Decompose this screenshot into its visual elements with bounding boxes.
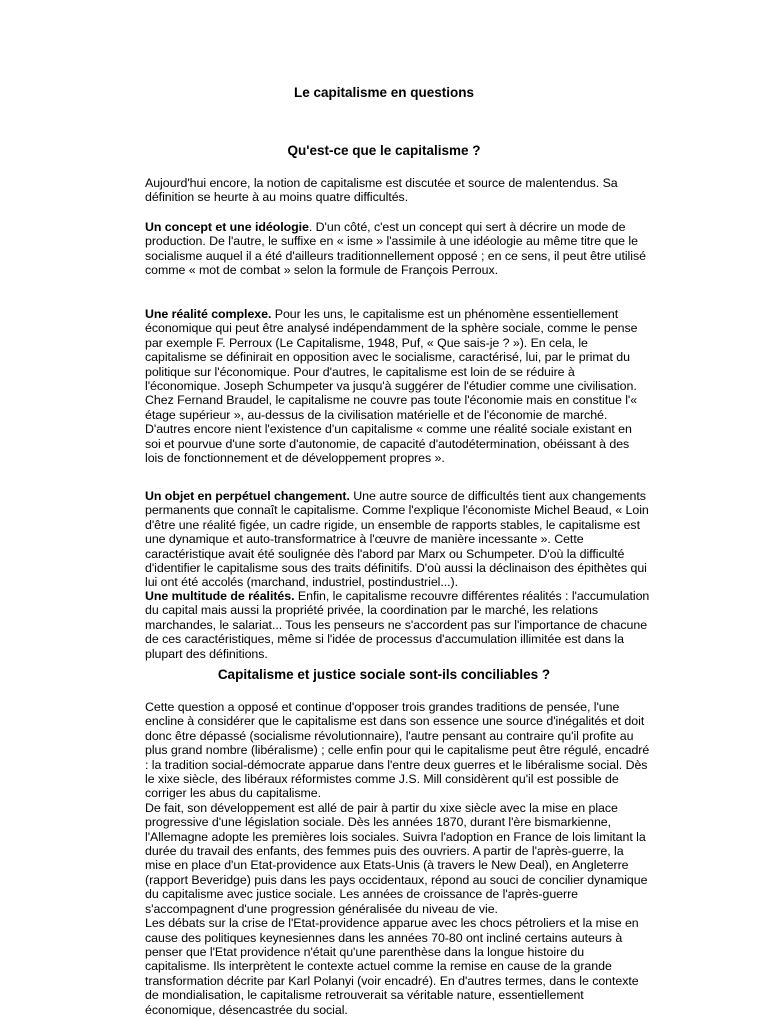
document-title: Le capitalisme en questions bbox=[293, 85, 475, 100]
paragraph-body: Pour les uns, le capitalisme est un phénomène essentiellement économique qui peut être analysé indépendamment de la sphère sociale, comme le pense par exemple F. Perroux (Le Capitalisme, 1948, Puf, « Que sais-je ? »). En cela, le capitalisme se définirait en opposition avec le socialisme, caractérisé, lui, par le primat du politique sur l'économique. Pour d'autres, le capitalisme est loin de se réduire à l'économique. Joseph Schumpeter va jusqu'à suggérer de l'étudier comme une civilisation. Chez Fernand Braudel, le capitalisme ne couvre pas toute l'économie mais en constitue l'« étage supérieur », au-dessus de la civilisation matérielle et de l'économie de marché. D'autres encore nient l'existence d'un capitalisme « comme une réalité sociale existant en soi et pourvue d'une sorte d'autonomie, de capacité d'autodétermination, obéissant à des lois de fonctionnement et de développement propres ». bbox=[145, 307, 638, 466]
paragraph-body: Enfin, le capitalisme recouvre différentes réalités : l'accumulation du capital mais aussi la propriété privée, la coordination par le marché, les relations marchandes, le salariat... Tous les penseurs ne s'accordent pas sur l'importance de chacune de ces caractéristiques, même si l'idée de processus d'accumulation illimitée est dans la plupart des définitions. bbox=[145, 589, 650, 661]
paragraph-concept bbox=[145, 220, 650, 278]
paragraph-lead: Un objet en perpétuel changement. bbox=[145, 489, 350, 503]
paragraph-complex-reality bbox=[145, 307, 650, 465]
section-heading-social-justice: Capitalisme et justice sociale sont-ils conciliables ? bbox=[217, 667, 551, 682]
paragraph-multitude bbox=[145, 589, 650, 661]
paragraph-social-justice: Cette question a opposé et continue d'opposer trois grandes traditions de pensée, l'une encline à considérer que le capitalisme est dans son essence une source d'inégalités et doit donc être dépassé (socialisme révolutionnaire), l'autre pensant au contraire qu'il profite au plus grand nombre (libéralisme) ; celle enfin pour qui le capitalisme peut être régulé, encadré : la tradition social-démocrate apparue dans l'entre deux guerres et le libéralisme social. Dès le xixe siècle, des libéraux réformistes comme J.S. Mill considèrent qu'il est possible de corriger les abus du capitalisme. De fait, son développement est allé de pair à partir du xixe siècle avec la mise en place progressive d'une législation sociale. Dès les années 1870, durant l'ère bismarkienne, l'Allemagne adopte les premières lois sociales. Suivra l'adoption en France de lois limitant la durée du travail des enfants, des femmes puis des ouvriers. A partir de l'après-guerre, la mise en place d'un Etat-providence aux Etats-Unis (à travers le New Deal), en Angleterre (rapport Beveridge) puis dans les pays occidentaux, répond au souci de concilier dynamique du capitalisme avec justice sociale. Les années de croissance de l'après-guerre s'accompagnent d'une progression généralisée du niveau de vie. Les débats sur la crise de l'Etat-providence apparue avec les chocs pétroliers et la mise en cause des politiques keynesiennes dans les années 70-80 ont incliné certains auteurs à penser que l'Etat providence n'était qu'une parenthèse dans la longue histoire du capitalisme. Ils interprètent le contexte actuel comme la remise en cause de la grande transformation décrite par Karl Polanyi (voir encadré). En d'autres termes, dans le contexte de mondialisation, le capitalisme retrouverait sa véritable nature, essentiellement économique, désencastrée du social. bbox=[145, 700, 650, 1017]
intro-paragraph: Aujourd'hui encore, la notion de capitalisme est discutée et source de malentendus. Sa définition se heurte à au moins quatre difficultés. bbox=[145, 176, 618, 205]
paragraph-lead: Une réalité complexe. bbox=[145, 307, 272, 321]
section-heading-definition: Qu'est-ce que le capitalisme ? bbox=[287, 143, 481, 158]
paragraph-lead: Une multitude de réalités. bbox=[145, 589, 295, 603]
paragraph-changing-object bbox=[145, 489, 650, 590]
paragraph-body: Une autre source de difficultés tient aux changements permanents que connaît le capitalisme. Comme l'explique l'économiste Michel Beaud, « Loin d'être une réalité figée, un cadre rigide, un ensemble de rapports stables, le capitalisme est une dynamique et auto-transformatrice à l'œuvre de manière incessante ». Cette caractéristique avait été soulignée dès l'abord par Marx ou Schumpeter. D'où la difficulté d'identifier le capitalisme sous des traits définitifs. D'où aussi la déclinaison des épithètes qui lui ont été accolés (marchand, industriel, postindustriel...). bbox=[145, 489, 649, 590]
paragraph-body: . D'un côté, c'est un concept qui sert à décrire un mode de production. De l'autre, le suffixe en « isme » l'assimile à une idéologie au même titre que le socialisme auquel il a été d'ailleurs traditionnellement opposé ; en ce sens, il peut être utilisé comme « mot de combat » selon la formule de François Perroux. bbox=[145, 220, 646, 278]
paragraph-lead: Un concept et une idéologie bbox=[145, 220, 309, 234]
